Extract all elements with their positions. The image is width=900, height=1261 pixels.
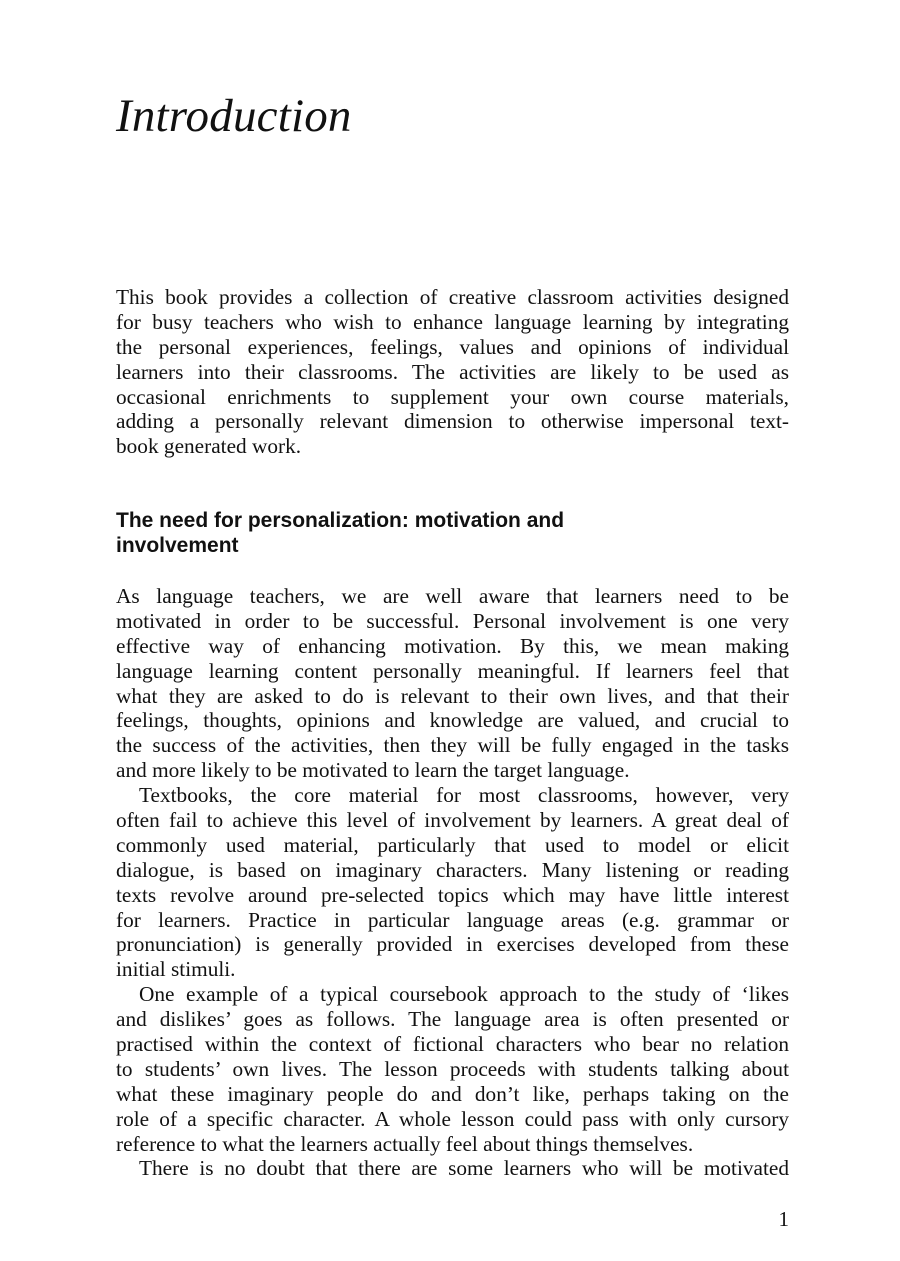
page-number: 1 (778, 1207, 789, 1231)
paragraph-example (116, 982, 789, 1156)
chapter-title: Introduction (116, 90, 352, 142)
text-line: effective way of enhancing motivation. By this, we mean making (116, 633, 789, 658)
text-line: and dislikes’ goes as follows. The language area is often presented or (116, 1007, 789, 1032)
text-line: motivated in order to be successful. Personal involvement is one very (116, 608, 789, 633)
text-line: Textbooks, the core material for most classrooms, however, very (139, 783, 789, 808)
text-line: learners into their classrooms. The activities are likely to be used as (116, 359, 789, 384)
text-line: occasional enrichments to supplement your own course materials, (116, 384, 789, 409)
text-line: what they are asked to do is relevant to their own lives, and that their (116, 683, 789, 708)
text-line: book generated work. (116, 434, 302, 459)
text-line: texts revolve around pre-selected topics which may have little interest (116, 882, 789, 907)
paragraph-textbooks (116, 783, 789, 982)
section-heading-line: The need for personalization: motivation and (116, 509, 565, 532)
text-line: reference to what the learners actually feel about things themselves. (116, 1131, 694, 1156)
text-line: to students’ own lives. The lesson proceeds with students talking about (116, 1056, 789, 1081)
paragraph-motivation (116, 584, 789, 783)
intro-paragraph (116, 285, 789, 459)
text-line: often fail to achieve this level of involvement by learners. A great deal of (116, 808, 789, 833)
text-line: for learners. Practice in particular language areas (e.g. grammar or (116, 907, 789, 932)
text-line: for busy teachers who wish to enhance language learning by integrating (116, 309, 789, 334)
text-line: role of a specific character. A whole lesson could pass with only cursory (116, 1106, 789, 1131)
text-line: feelings, thoughts, opinions and knowledge are valued, and crucial to (116, 708, 789, 733)
section-heading (116, 508, 564, 558)
text-line: As language teachers, we are well aware that learners need to be (116, 584, 789, 608)
text-line: commonly used material, particularly that used to model or elicit (116, 832, 789, 857)
text-line: language learning content personally meaningful. If learners feel that (116, 658, 789, 683)
text-line: adding a personally relevant dimension to otherwise impersonal text- (116, 409, 789, 434)
text-line: dialogue, is based on imaginary characters. Many listening or reading (116, 857, 789, 882)
paragraph-continuation (116, 1156, 789, 1181)
section-heading-line: involvement (116, 534, 239, 557)
text-line: what these imaginary people do and don’t like, perhaps taking on the (116, 1081, 789, 1106)
text-line: the personal experiences, feelings, values and opinions of individual (116, 334, 789, 359)
text-line: and more likely to be motivated to learn the target language. (116, 758, 630, 783)
section-body (116, 584, 789, 1181)
text-line: practised within the context of fictional characters who bear no relation (116, 1032, 789, 1057)
text-line: the success of the activities, then they will be fully engaged in the tasks (116, 733, 789, 758)
text-line: There is no doubt that there are some learners who will be motivated (139, 1156, 789, 1181)
text-line: This book provides a collection of creative classroom activities designed (116, 285, 789, 309)
text-line: initial stimuli. (116, 957, 236, 982)
text-line: One example of a typical coursebook approach to the study of ‘likes (139, 982, 789, 1007)
text-line: pronunciation) is generally provided in exercises developed from these (116, 932, 789, 957)
